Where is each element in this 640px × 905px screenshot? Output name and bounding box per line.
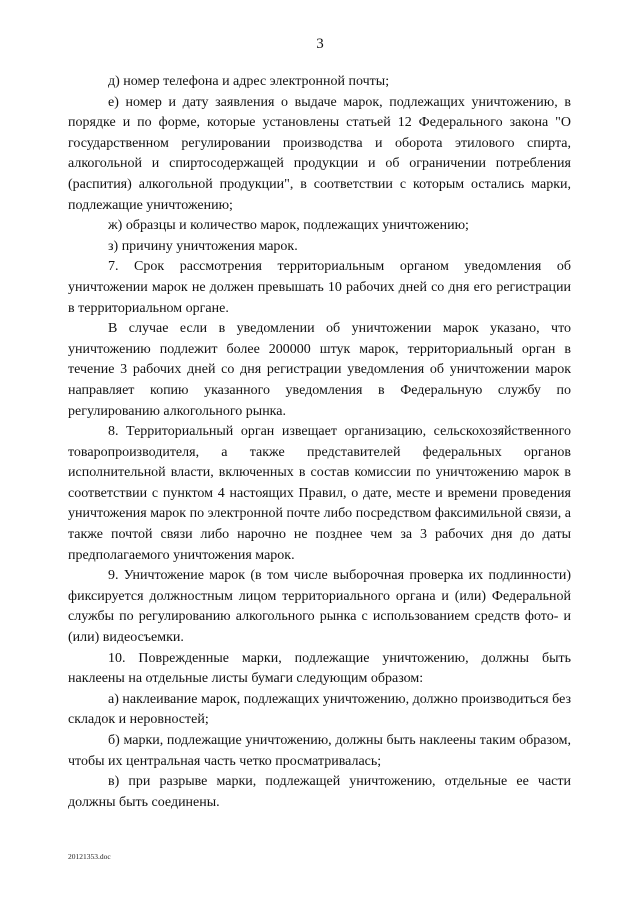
paragraph-e: е) номер и дату заявления о выдаче марок, подлежащих уничтожению, в порядке и по форме, которые установлены статьей 12 Федерального закона "О государственном регулировании производства и оборота этилового спирта, алкогольной и спиртосодержащей продукции и об ограничении потребления (распития) алкогольной продукции", в соответствии с которым остались марки, подлежащие уничтожению;: [68, 94, 571, 213]
paragraph-10: 10. Поврежденные марки, подлежащие уничтожению, должны быть наклеены на отдельные листы бумаги следующим образом:: [68, 650, 571, 687]
paragraph-10-a: а) наклеивание марок, подлежащих уничтожению, должно производиться без складок и неровностей;: [68, 691, 571, 728]
paragraph-9: 9. Уничтожение марок (в том числе выборочная проверка их подлинности) фиксируется должностным лицом территориального органа и (или) Федеральной службы по регулированию алкогольного рынка с использованием средств фото- и (или) видеосъемки.: [68, 568, 571, 646]
file-name-footer: 20121353.doc: [68, 852, 111, 861]
document-body: [68, 72, 571, 813]
paragraph-d: д) номер телефона и адрес электронной почты;: [108, 74, 390, 89]
page-number: 3: [316, 36, 324, 52]
paragraph-8: 8. Территориальный орган извещает организацию, сельскохозяйственного товаропроизводителя, а также представителей федеральных органов исполнительной власти, включенных в состав комиссии по уничтожению марок в соответствии с пунктом 4 настоящих Правил, о дате, месте и времени проведения уничтожения марок по электронной почте либо посредством факсимильной связи, а также почтой связи либо нарочно не позднее чем за 3 рабочих дня до даты предполагаемого уничтожения марок.: [68, 424, 571, 563]
paragraph-7-cont: В случае если в уведомлении об уничтожении марок указано, что уничтожению подлежит более 200000 штук марок, территориальный орган в течение 3 рабочих дней со дня регистрации уведомления об уничтожении марок направляет копию указанного уведомления в Федеральную службу по регулированию алкогольного рынка.: [68, 321, 571, 419]
paragraph-7: 7. Срок рассмотрения территориальным органом уведомления об уничтожении марок не должен превышать 10 рабочих дней со дня его регистрации в территориальном органе.: [68, 259, 571, 316]
paragraph-10-b: б) марки, подлежащие уничтожению, должны быть наклеены таким образом, чтобы их центральная часть четко просматривалась;: [68, 733, 571, 769]
paragraph-z: з) причину уничтожения марок.: [108, 238, 298, 254]
paragraph-zh: ж) образцы и количество марок, подлежащих уничтожению;: [108, 218, 469, 234]
paragraph-10-v: в) при разрыве марки, подлежащей уничтожению, отдельные ее части должны быть соединены.: [68, 774, 571, 810]
